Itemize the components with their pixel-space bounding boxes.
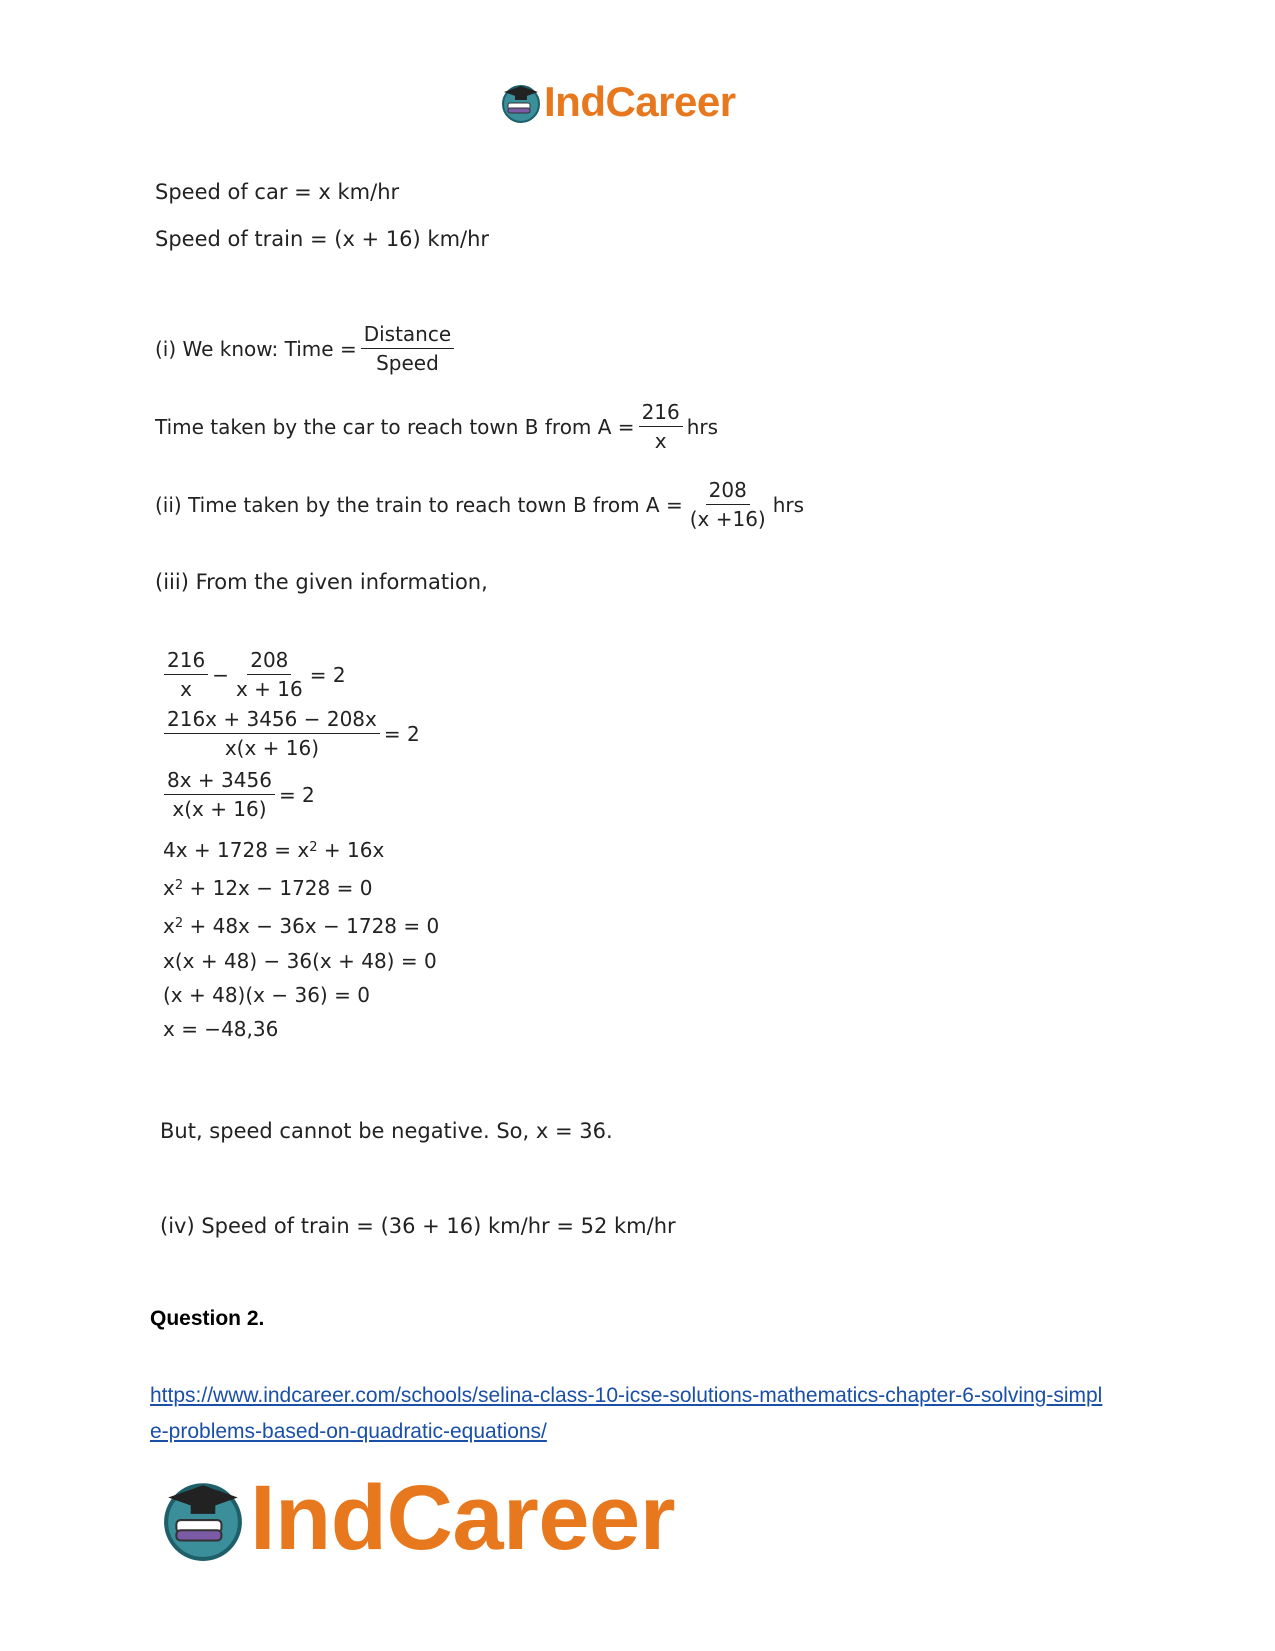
fraction-216-x bbox=[164, 648, 208, 701]
fraction-denominator: x + 16 bbox=[235, 677, 303, 701]
equation-step-5 bbox=[163, 876, 372, 900]
speed-car-line: Speed of car = x km/hr bbox=[155, 180, 400, 204]
exponent: 2 bbox=[309, 839, 318, 855]
equation-step-6 bbox=[163, 914, 439, 938]
fraction-numerator: 216x + 3456 − 208x bbox=[164, 707, 380, 734]
equation-step-2 bbox=[160, 707, 420, 760]
equation-text: x bbox=[163, 914, 175, 938]
fraction-denominator: x bbox=[654, 429, 667, 453]
fraction-numerator: 208 bbox=[247, 648, 291, 675]
equation-text: + 12x − 1728 = 0 bbox=[183, 876, 373, 900]
question-heading: Question 2. bbox=[150, 1307, 265, 1330]
brand-name: IndCareer bbox=[250, 1467, 675, 1569]
equation-rhs: = 2 bbox=[309, 662, 346, 687]
speed-train-line: Speed of train = (x + 16) km/hr bbox=[155, 227, 490, 251]
equation-text: x bbox=[163, 876, 175, 900]
equation-rhs: = 2 bbox=[383, 721, 420, 746]
fraction-numerator: 216 bbox=[164, 648, 208, 675]
footer-logo bbox=[160, 1468, 675, 1568]
minus-sign: − bbox=[212, 662, 229, 687]
equation-text: + 48x − 36x − 1728 = 0 bbox=[183, 914, 440, 938]
part-iv-line: (iv) Speed of train = (36 + 16) km/hr = 52 km/hr bbox=[160, 1214, 676, 1238]
fraction-denominator: x(x + 16) bbox=[224, 736, 320, 760]
brand-name: IndCareer bbox=[544, 78, 736, 125]
train-time-line bbox=[155, 478, 804, 531]
equation-text: 4x + 1728 = x bbox=[163, 838, 310, 862]
fraction-car-time bbox=[639, 400, 683, 453]
formula-time bbox=[155, 322, 458, 375]
fraction-denominator: x bbox=[180, 677, 193, 701]
fraction-simplified bbox=[164, 768, 275, 821]
equation-step-9: x = −48,36 bbox=[163, 1017, 279, 1041]
fraction-denominator: Speed bbox=[376, 351, 439, 375]
fraction-numerator: 208 bbox=[706, 478, 750, 505]
fraction-denominator: x(x + 16) bbox=[172, 797, 267, 821]
car-time-line bbox=[155, 400, 718, 453]
exponent: 2 bbox=[174, 915, 184, 931]
fraction-numerator: 8x + 3456 bbox=[164, 768, 275, 795]
graduation-cap-book-globe-icon bbox=[160, 1475, 246, 1561]
fraction-numerator: 216 bbox=[639, 400, 683, 427]
fraction-combined bbox=[164, 707, 380, 760]
fraction-distance-speed bbox=[361, 322, 454, 375]
fraction-denominator: (x +16) bbox=[689, 507, 766, 531]
train-time-unit: hrs bbox=[772, 492, 805, 517]
negative-speed-note: But, speed cannot be negative. So, x = 36. bbox=[160, 1119, 613, 1143]
fraction-numerator: Distance bbox=[361, 322, 454, 349]
source-link[interactable]: https://www.indcareer.com/schools/selina-class-10-icse-solutions-mathematics-chapter-6-solving-simple-problems-based-on-quadratic-equations/ bbox=[150, 1384, 1103, 1443]
formula-label: (i) We know: Time = bbox=[155, 336, 357, 361]
equation-step-4 bbox=[163, 838, 384, 862]
car-time-label: Time taken by the car to reach town B from A = bbox=[155, 414, 635, 439]
equation-step-8: (x + 48)(x − 36) = 0 bbox=[163, 983, 370, 1007]
car-time-unit: hrs bbox=[686, 414, 719, 439]
fraction-train-time bbox=[687, 478, 769, 531]
header-logo bbox=[500, 78, 736, 126]
exponent: 2 bbox=[174, 877, 184, 893]
train-time-label: (ii) Time taken by the train to reach town B from A = bbox=[155, 492, 683, 517]
equation-step-1 bbox=[160, 648, 346, 701]
fraction-208-x16 bbox=[233, 648, 306, 701]
equation-step-3 bbox=[160, 768, 315, 821]
equation-rhs: = 2 bbox=[278, 782, 315, 807]
graduation-cap-book-globe-icon bbox=[500, 81, 542, 123]
part-iii-line: (iii) From the given information, bbox=[155, 570, 488, 594]
equation-text: + 16x bbox=[317, 838, 385, 862]
equation-step-7: x(x + 48) − 36(x + 48) = 0 bbox=[163, 949, 437, 973]
